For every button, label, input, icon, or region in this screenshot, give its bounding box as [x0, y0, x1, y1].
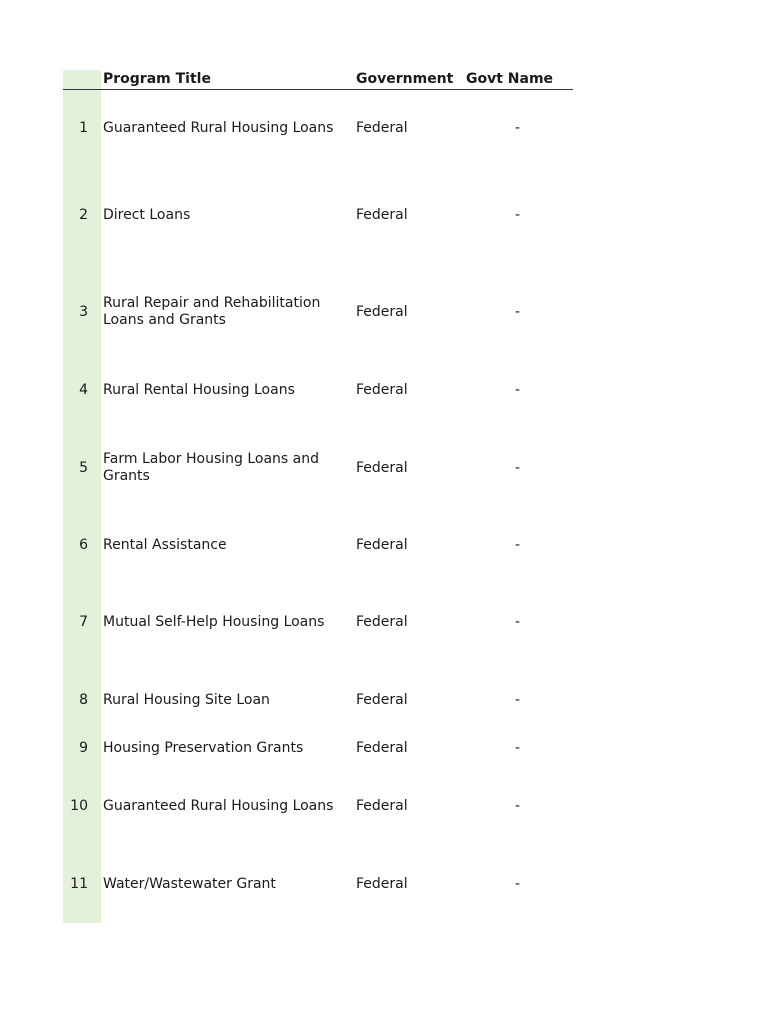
government-cell: Federal	[356, 537, 408, 553]
row-number: 8	[79, 692, 88, 708]
program-title-cell: Water/Wastewater Grant	[103, 876, 276, 892]
govt-name-cell: -	[515, 798, 521, 814]
government-cell: Federal	[356, 740, 408, 756]
govt-name-cell: -	[515, 460, 521, 476]
government-cell: Federal	[356, 120, 408, 136]
table-header	[63, 70, 573, 90]
program-title-cell: Direct Loans	[103, 207, 191, 223]
govt-name-cell: -	[515, 614, 521, 630]
govt-name-cell: -	[515, 537, 521, 553]
program-title-cell: Mutual Self-Help Housing Loans	[103, 614, 325, 630]
row-number: 2	[79, 207, 88, 223]
program-title-cell: Rural Repair and Rehabilitation Loans and Grants	[103, 295, 321, 328]
program-title-cell: Rental Assistance	[103, 537, 227, 553]
row-number: 9	[79, 740, 88, 756]
row-number: 1	[79, 120, 88, 136]
government-cell: Federal	[356, 798, 408, 814]
govt-name-cell: -	[515, 740, 521, 756]
row-number: 4	[79, 382, 88, 398]
row-number: 7	[79, 614, 88, 630]
header-govt-name: Govt Name	[466, 71, 554, 87]
program-title-cell: Guaranteed Rural Housing Loans	[103, 798, 334, 814]
row-number: 3	[79, 304, 88, 320]
govt-name-cell: -	[515, 304, 521, 320]
program-title-cell: Housing Preservation Grants	[103, 740, 304, 756]
government-cell: Federal	[356, 382, 408, 398]
govt-name-cell: -	[515, 876, 521, 892]
govt-name-cell: -	[515, 120, 521, 136]
government-cell: Federal	[356, 692, 408, 708]
government-cell: Federal	[356, 614, 408, 630]
government-cell: Federal	[356, 876, 408, 892]
government-cell: Federal	[356, 207, 408, 223]
program-title-cell: Farm Labor Housing Loans and Grants	[103, 451, 319, 484]
govt-name-cell: -	[515, 692, 521, 708]
row-number: 6	[79, 537, 88, 553]
header-program-title: Program Title	[103, 71, 211, 87]
row-number: 10	[70, 798, 88, 814]
program-table	[63, 70, 573, 892]
row-number: 11	[70, 876, 88, 892]
program-title-cell: Rural Housing Site Loan	[103, 692, 270, 708]
govt-name-cell: -	[515, 207, 521, 223]
govt-name-cell: -	[515, 382, 521, 398]
row-number: 5	[79, 460, 88, 476]
program-title-cell: Guaranteed Rural Housing Loans	[103, 120, 334, 136]
row-index-band	[63, 70, 101, 923]
government-cell: Federal	[356, 460, 408, 476]
government-cell: Federal	[356, 304, 408, 320]
program-title-cell: Rural Rental Housing Loans	[103, 382, 295, 398]
header-government: Government	[356, 71, 454, 87]
